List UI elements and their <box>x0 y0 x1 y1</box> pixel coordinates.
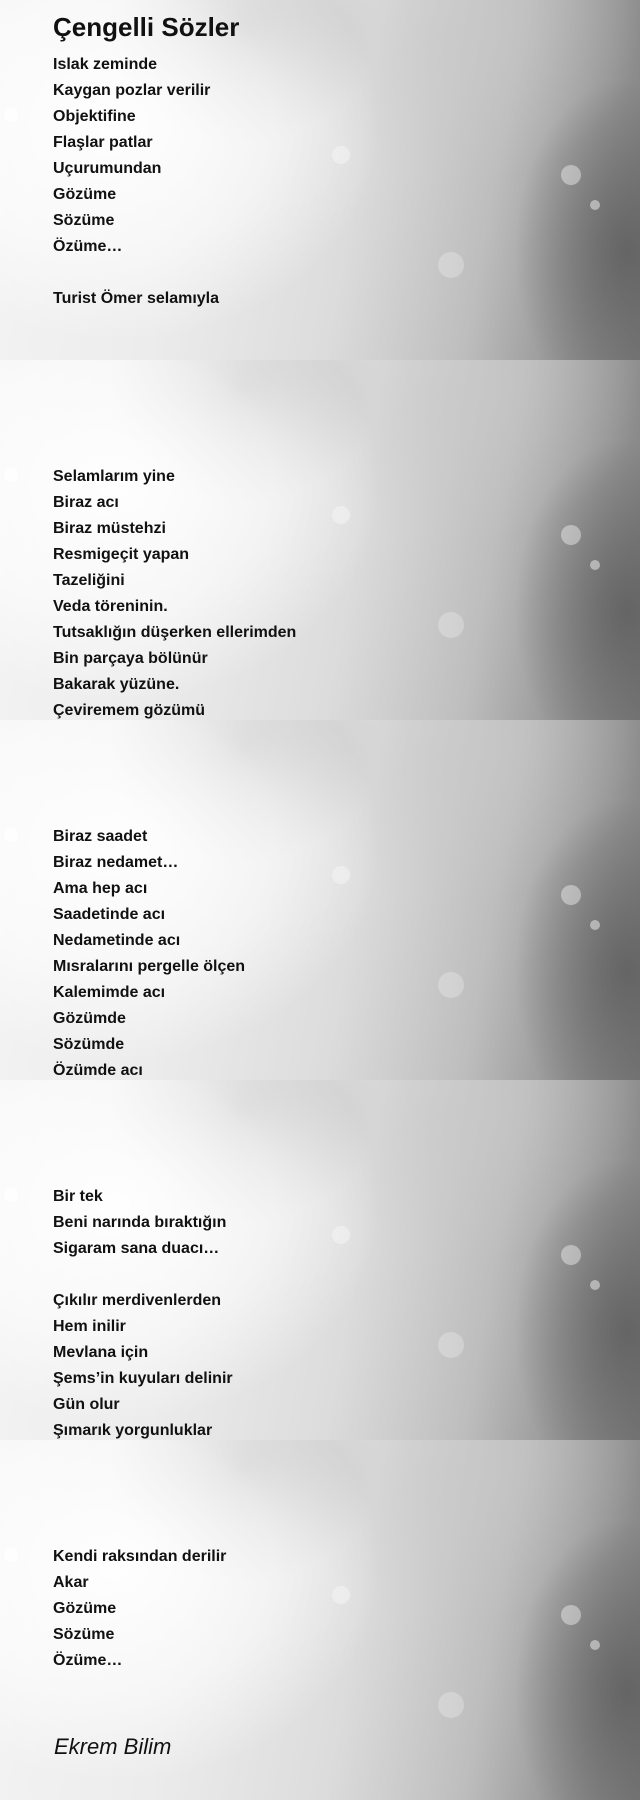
stanza-1 <box>53 52 219 312</box>
poem-title: Çengelli Sözler <box>53 12 240 42</box>
poem-line: Gözümde <box>53 1010 126 1027</box>
poem-line-blank <box>53 772 245 798</box>
poem-line: Nedametinde acı <box>53 932 181 949</box>
poem-line: Objektifine <box>53 108 136 125</box>
poem-line: Biraz acı <box>53 494 119 511</box>
poem-line: Bin parçaya bölünür <box>53 650 208 667</box>
poem-line: Hem inilir <box>53 1318 126 1335</box>
poem-line: Gün olur <box>53 1396 120 1413</box>
poem-line-blank <box>53 438 296 464</box>
poem-line: Biraz nedamet… <box>53 854 179 871</box>
poem-line-blank <box>53 1492 226 1518</box>
poem-line: Tazeliğini <box>53 572 125 589</box>
poem-line-blank <box>53 1158 233 1184</box>
poem-panel-3 <box>0 720 640 1080</box>
poem-line: Özüme… <box>53 1652 123 1669</box>
poem-line: Uçurumundan <box>53 160 162 177</box>
poem-line: Çıkılır merdivenlerden <box>53 1292 222 1309</box>
poem-panel-4 <box>0 1080 640 1440</box>
poem-line: Flaşlar patlar <box>53 134 153 151</box>
poem-line: Gözüme <box>53 186 117 203</box>
poem-line: Selamlarım yine <box>53 468 175 485</box>
poem-line: Kalemimde acı <box>53 984 166 1001</box>
poem-line: Beni narında bıraktığın <box>53 1214 227 1231</box>
stanza-3 <box>53 772 245 1080</box>
poem-panel-2 <box>0 360 640 720</box>
poem-line: Gözüme <box>53 1600 117 1617</box>
poem-line: Ama hep acı <box>53 880 148 897</box>
poem-line: Çeviremem gözümü <box>53 702 206 719</box>
poem-author: Ekrem Bilim <box>54 1734 172 1759</box>
poem-line: Veda töreninin. <box>53 598 168 615</box>
poem-line: Mısralarını pergelle ölçen <box>53 958 246 975</box>
poem-line-blank <box>53 798 245 824</box>
poem-line: Şems’in kuyuları delinir <box>53 1370 233 1387</box>
poem-line-blank <box>53 260 219 286</box>
poem-line: Sigaram sana duacı… <box>53 1240 220 1257</box>
poem-line: Kaygan pozlar verilir <box>53 82 211 99</box>
poem-line-blank <box>53 412 296 438</box>
stanza-5 <box>53 1492 226 1674</box>
poem-line: Sözüme <box>53 1626 115 1643</box>
poem-panel-1 <box>0 0 640 360</box>
poem-line: Sözümde <box>53 1036 125 1053</box>
poem-line: Tutsaklığın düşerken ellerimden <box>53 624 297 641</box>
poem-line: Islak zeminde <box>53 56 158 73</box>
poem-line: Resmigeçit yapan <box>53 546 190 563</box>
poem-line: Bakarak yüzüne. <box>53 676 180 693</box>
poem-line-blank <box>53 1262 233 1288</box>
poem-line-blank <box>53 1518 226 1544</box>
poem-line: Biraz müstehzi <box>53 520 166 537</box>
poem-line: Bir tek <box>53 1188 103 1205</box>
poem-line: Turist Ömer selamıyla <box>53 290 219 307</box>
stanza-2 <box>53 412 296 720</box>
poem-line: Şımarık yorgunluklar <box>53 1422 213 1439</box>
poem-line: Özüme… <box>53 238 123 255</box>
poem-panel-5 <box>0 1440 640 1800</box>
poem-line: Saadetinde acı <box>53 906 166 923</box>
poem-line: Mevlana için <box>53 1344 149 1361</box>
poem-line: Sözüme <box>53 212 115 229</box>
poem-line: Akar <box>53 1574 89 1591</box>
stanza-4 <box>53 1132 233 1440</box>
poem-line-blank <box>53 1132 233 1158</box>
poem-line: Özümde acı <box>53 1062 143 1079</box>
poem-line: Biraz saadet <box>53 828 148 845</box>
poem-line: Kendi raksından derilir <box>53 1548 227 1565</box>
